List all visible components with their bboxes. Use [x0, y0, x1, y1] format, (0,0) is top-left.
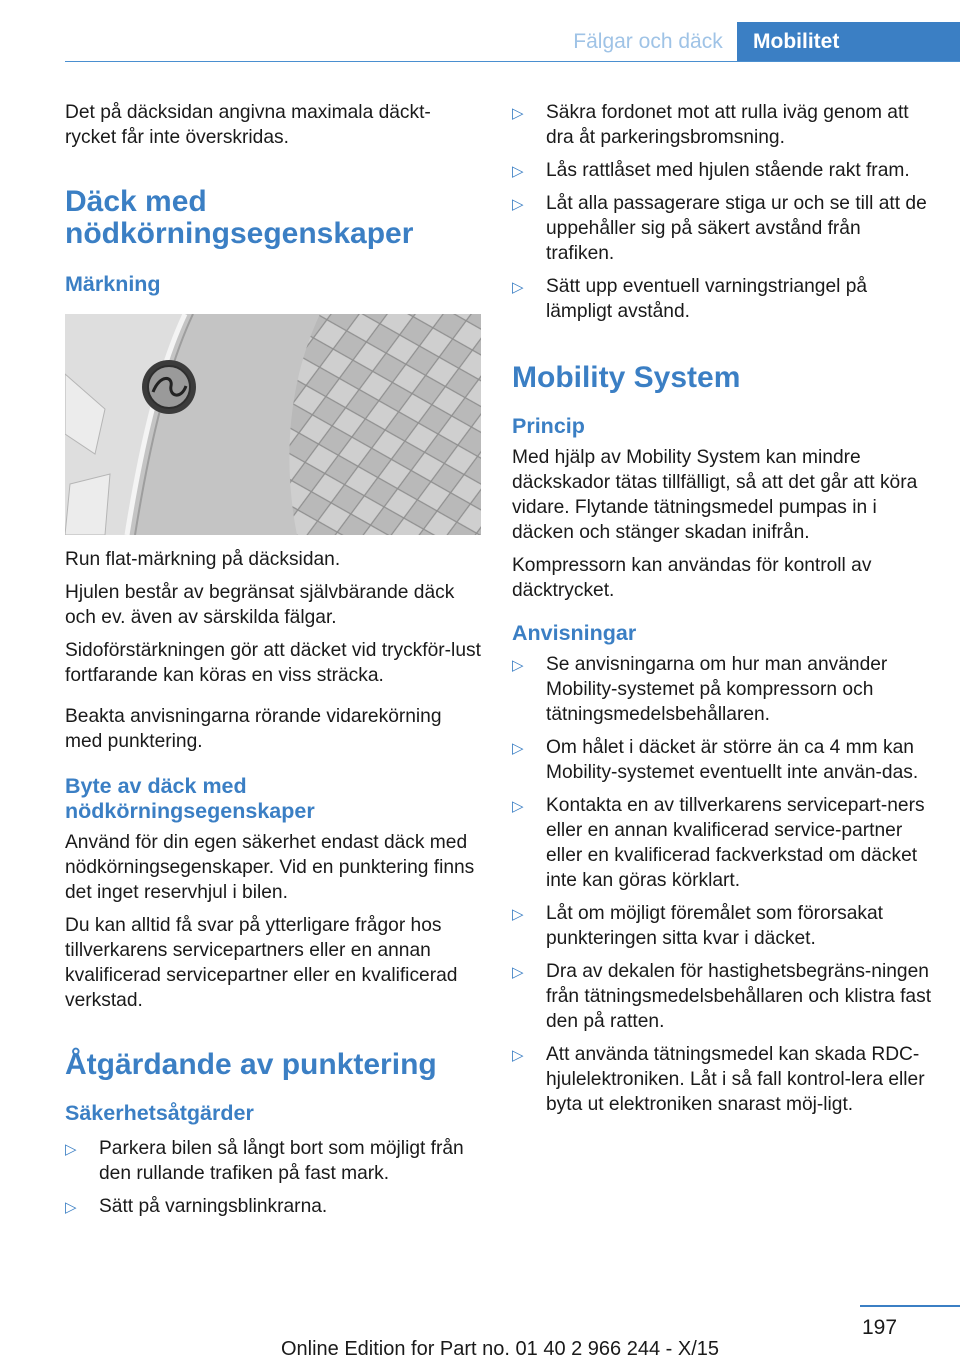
heading-mobility-system: Mobility System [512, 361, 741, 394]
paragraph-wheels: Hjulen består av begränsat självbärande däck och ev. även av särskilda fälgar. [65, 582, 455, 628]
safety-list [65, 1136, 481, 1219]
tire-illustration [65, 314, 481, 535]
safety-list-continued [512, 100, 932, 324]
left-column [65, 100, 481, 1227]
list-item [512, 274, 932, 324]
paragraph-principle: Med hjälp av Mobility System kan mindre däckskador tätas tillfälligt, så att det går att köra vidare. Flytande tätningsmedel pumpas in i däcken och stänger skadan inifrån. [512, 447, 918, 543]
runflat-tire-figure [65, 314, 481, 535]
paragraph-compressor: Kompressorn kan användas för kontroll av däcktrycket. [512, 555, 872, 601]
list-item-text: Säkra fordonet mot att rulla iväg genom att dra åt parkeringsbromsning. [546, 102, 909, 148]
list-item [512, 1042, 932, 1117]
list-item [512, 901, 932, 951]
footer-rule [860, 1305, 960, 1307]
header-section-tab[interactable]: Fälgar och däck [573, 30, 723, 53]
triangle-bullet-icon: ▷ [65, 1199, 77, 1216]
list-item [512, 100, 932, 150]
heading-principle: Princip [512, 414, 585, 438]
heading-tire-change: Byte av däck med nödkörningsegenskaper [65, 774, 315, 823]
header-rule [65, 61, 960, 62]
list-item-text: Sätt på varningsblinkrarna. [99, 1196, 328, 1217]
list-item-text: Parkera bilen så långt bort som möjligt från den rullande trafiken på fast mark. [99, 1138, 464, 1184]
paragraph-sidewall: Sidoförstärkningen gör att däcket vid tryckför-lust fortfarande kan köras en viss sträcka. [65, 640, 481, 686]
triangle-bullet-icon: ▷ [512, 105, 524, 122]
triangle-bullet-icon: ▷ [512, 196, 524, 213]
intro-paragraph: Det på däcksidan angivna maximala däckt-rycket får inte överskridas. [65, 102, 431, 148]
triangle-bullet-icon: ▷ [512, 964, 524, 981]
list-item-text: Låt alla passagerare stiga ur och se till att de uppehåller sig på säkert avstånd från trafiken. [546, 193, 927, 264]
list-item [65, 1194, 481, 1219]
list-item-text: Om hålet i däcket är större än ca 4 mm kan Mobility-systemet eventuellt inte använ-das. [546, 737, 919, 783]
heading-puncture: Åtgärdande av punktering [65, 1048, 437, 1081]
list-item-text: Lås rattlåset med hjulen stående rakt fram. [546, 160, 910, 181]
list-item [512, 652, 932, 727]
page-number: 197 [862, 1316, 898, 1339]
footer-edition: Online Edition for Part no. 01 40 2 966 244 - X/15 [280, 1338, 720, 1360]
triangle-bullet-icon: ▷ [512, 1047, 524, 1064]
figure-caption: Run flat-märkning på däcksidan. [65, 549, 341, 570]
header-chapter-tab[interactable]: Mobilitet [737, 22, 960, 62]
triangle-bullet-icon: ▷ [512, 163, 524, 180]
paragraph-use-tires: Använd för din egen säkerhet endast däck med nödkörningsegenskaper. Vid en punktering finns det inget reservhjul i bilen. [65, 832, 475, 903]
list-item-text: Att använda tätningsmedel kan skada RDC-hjulelektroniken. Låt i så fall kontrol-lera eller byta ut elektroniken snarast möj-ligt. [546, 1044, 925, 1115]
page-header [0, 0, 960, 62]
triangle-bullet-icon: ▷ [512, 906, 524, 923]
heading-runflat: Däck med nödkörningsegenskaper [65, 185, 414, 250]
notes-list [512, 652, 932, 1117]
paragraph-advice: Beakta anvisningarna rörande vidarekörning med punktering. [65, 706, 442, 752]
list-item-text: Sätt upp eventuell varningstriangel på lämpligt avstånd. [546, 276, 868, 322]
triangle-bullet-icon: ▷ [512, 740, 524, 757]
right-column [512, 100, 932, 1125]
list-item [65, 1136, 481, 1186]
list-item-text: Dra av dekalen för hastighetsbegräns-ningen från tätningsmedelsbehållaren och klistra fast den på ratten. [546, 961, 932, 1032]
list-item [512, 793, 932, 893]
triangle-bullet-icon: ▷ [512, 657, 524, 674]
list-item [512, 191, 932, 266]
list-item-text: Kontakta en av tillverkarens servicepart-ners eller en annan kvalificerad service-partner eller en kvalificerad fackverkstad om däcket inte kan göras körklart. [546, 795, 925, 891]
list-item [512, 158, 932, 183]
heading-marking: Märkning [65, 272, 161, 296]
list-item [512, 959, 932, 1034]
triangle-bullet-icon: ▷ [65, 1141, 77, 1158]
heading-safety: Säkerhetsåtgärder [65, 1101, 254, 1125]
paragraph-questions: Du kan alltid få svar på ytterligare frågor hos tillverkarens servicepartners eller en annan kvalificerad servicepartner eller en kvalificerad verkstad. [65, 915, 458, 1011]
list-item-text: Låt om möjligt föremålet som förorsakat punkteringen sitta kvar i däcket. [546, 903, 883, 949]
heading-notes: Anvisningar [512, 621, 637, 645]
triangle-bullet-icon: ▷ [512, 279, 524, 296]
list-item-text: Se anvisningarna om hur man använder Mobility-systemet på kompressorn och tätningsmedelsbehållaren. [546, 654, 888, 725]
triangle-bullet-icon: ▷ [512, 798, 524, 815]
list-item [512, 735, 932, 785]
